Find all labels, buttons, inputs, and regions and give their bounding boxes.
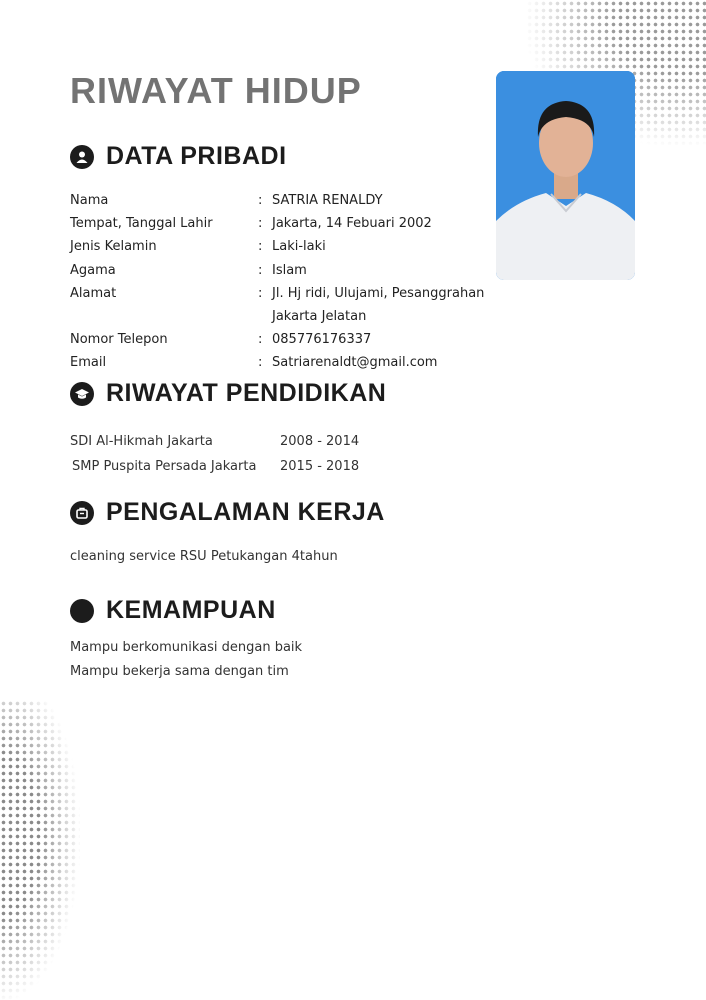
separator: :: [258, 216, 263, 231]
section-title: DATA PRIBADI: [106, 142, 287, 170]
section-heading-experience: [70, 498, 385, 527]
profile-photo: [496, 71, 635, 280]
field-value: Satriarenaldt@gmail.com: [272, 355, 438, 370]
briefcase-icon: [70, 501, 94, 525]
education-years: 2015 - 2018: [280, 459, 360, 474]
field-value: 085776176337: [272, 332, 372, 347]
field-label: Jenis Kelamin: [70, 239, 157, 254]
separator: :: [258, 355, 263, 370]
separator: :: [258, 332, 263, 347]
field-label: Nomor Telepon: [70, 332, 168, 347]
skill-item: Mampu berkomunikasi dengan baik: [70, 640, 303, 655]
section-title: RIWAYAT PENDIDIKAN: [106, 379, 387, 407]
separator: :: [258, 263, 263, 278]
section-heading-education: [70, 379, 386, 408]
field-value: Laki-laki: [272, 239, 326, 254]
separator: :: [258, 239, 263, 254]
field-label: Tempat, Tanggal Lahir: [70, 216, 213, 231]
section-heading-skills: [70, 596, 276, 625]
page-title: RIWAYAT HIDUP: [70, 70, 362, 111]
education-years: 2008 - 2014: [280, 434, 360, 449]
field-value: Jakarta, 14 Febuari 2002: [272, 216, 432, 231]
field-value-line2: Jakarta Jelatan: [272, 309, 367, 324]
field-label: Nama: [70, 193, 109, 208]
separator: :: [258, 286, 263, 301]
section-heading-personal: [70, 142, 287, 171]
circle-icon: [70, 599, 94, 623]
education-school: SMP Puspita Persada Jakarta: [72, 459, 257, 474]
decorative-dots-bottom-left: [0, 700, 80, 1000]
field-label: Email: [70, 355, 107, 370]
field-value: Islam: [272, 263, 307, 278]
education-school: SDI Al-Hikmah Jakarta: [70, 434, 213, 449]
field-value: Jl. Hj ridi, Ulujami, Pesanggrahan: [272, 286, 485, 301]
field-label: Alamat: [70, 286, 117, 301]
graduation-cap-icon: [70, 382, 94, 406]
section-title: PENGALAMAN KERJA: [106, 498, 385, 526]
skill-item: Mampu bekerja sama dengan tim: [70, 664, 289, 679]
separator: :: [258, 193, 263, 208]
experience-item: cleaning service RSU Petukangan 4tahun: [70, 549, 338, 564]
user-icon: [70, 145, 94, 169]
field-value: SATRIA RENALDY: [272, 193, 383, 208]
section-title: KEMAMPUAN: [106, 596, 276, 624]
field-label: Agama: [70, 263, 116, 278]
